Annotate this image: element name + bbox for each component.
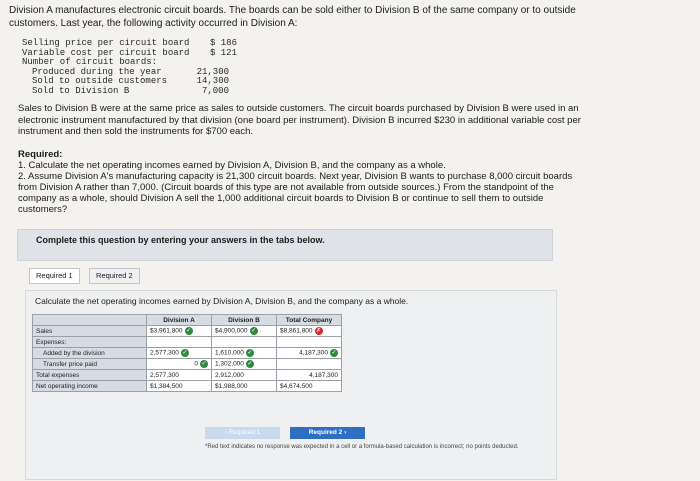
- value-total-exp-b: 2,912,000: [215, 371, 244, 379]
- check-icon: ✓: [247, 361, 253, 367]
- variable-cost-value: $ 121: [209, 47, 237, 58]
- row-label-total-expenses: Total expenses: [33, 370, 147, 381]
- required-item: 2. Assume Division A's manufacturing capacity is 21,300 circuit boards. Next year, Division B wants to purchase 8,000 circuit boards: [18, 171, 573, 182]
- cell-sales-b[interactable]: [212, 326, 277, 337]
- currency-symbol: $: [280, 382, 284, 390]
- selling-price-value: $ 186: [209, 38, 237, 48]
- currency-symbol: $: [150, 327, 154, 335]
- row-label-expenses: Expenses:: [33, 337, 147, 348]
- required-item: customers?: [18, 204, 68, 215]
- value-added-a: 2,577,300: [150, 349, 179, 357]
- cell-total-exp-b: [212, 370, 277, 381]
- cell-transfer-a[interactable]: [147, 359, 212, 370]
- cell-added-a[interactable]: [147, 348, 212, 359]
- table-row: [33, 326, 342, 337]
- check-icon: ✓: [247, 350, 253, 356]
- cell-added-b[interactable]: [212, 348, 277, 359]
- sold-b-value: 7,000: [201, 85, 229, 96]
- chevron-right-icon: ›: [342, 429, 347, 436]
- cell-total-exp-total: [277, 370, 342, 381]
- sales-to-b-paragraph: [18, 103, 688, 138]
- instructions-banner-label: Complete this question by entering your answers in the tabs below.: [36, 235, 325, 245]
- required-title: Required:: [18, 149, 63, 160]
- required-item: company as a whole, should Division A sell the 1,000 additional circuit boards to Division B or continue to sell them to outside: [18, 193, 544, 204]
- cell-added-total[interactable]: [277, 348, 342, 359]
- check-icon: ✓: [201, 361, 207, 367]
- produced-value: 21,300: [196, 66, 229, 77]
- value-added-b: 1,610,000: [215, 349, 244, 357]
- header-total-company: Total Company: [277, 315, 342, 326]
- next-button[interactable]: [290, 427, 365, 439]
- activity-data: [22, 39, 237, 96]
- tab-required-2[interactable]: Required 2: [89, 268, 140, 284]
- sold-outside-value: 14,300: [196, 76, 229, 86]
- value-sales-b: 4,900,000: [218, 327, 248, 335]
- check-icon: ✓: [331, 350, 337, 356]
- required-item: 1. Calculate the net operating incomes earned by Division A, Division B, and the company as a whole.: [18, 160, 446, 171]
- sales-b-line-3: instrument and then sold the instruments for $700 each.: [18, 126, 253, 137]
- cell-transfer-b[interactable]: [212, 359, 277, 370]
- currency-symbol: $: [215, 327, 219, 335]
- value-added-total: 4,187,300: [299, 349, 328, 357]
- chevron-left-icon: ‹: [224, 429, 229, 436]
- sales-b-line-2: electronic instrument manufactured by that division (one board per instrument). Division B incurred $230 in additional variable cost per: [18, 114, 581, 126]
- header-division-b: Division B: [212, 315, 277, 326]
- table-row: [33, 381, 342, 392]
- selling-price-label: Selling price per circuit board: [22, 38, 190, 48]
- sold-b-label: Sold to Division B: [32, 85, 130, 96]
- error-icon: ✗: [316, 328, 322, 334]
- value-noi-a: 1,384,500: [153, 382, 183, 390]
- currency-symbol: $: [280, 327, 284, 335]
- prev-button-label: Required 1: [228, 429, 261, 436]
- row-label-noi: Net operating income: [33, 381, 147, 392]
- value-total-exp-a: 2,577,300: [150, 371, 179, 379]
- required-item: from Division A rather than 7,000. (Circuit boards of this type are not available from outside sources.) From the standpoint of the: [18, 182, 554, 193]
- check-icon: ✓: [182, 350, 188, 356]
- value-sales-a: 3,961,800: [153, 327, 183, 335]
- sales-b-line-1: Sales to Division B were at the same price as sales to outside customers. The circuit boards purchased by Division B were used in an: [18, 103, 579, 114]
- table-row: [33, 348, 342, 359]
- row-label-transfer: Transfer price paid: [33, 359, 147, 370]
- cell-sales-total[interactable]: [277, 326, 342, 337]
- value-sales-total: 8,861,800: [283, 327, 313, 335]
- problem-intro: [9, 4, 689, 30]
- intro-line-2: customers. Last year, the following activity occurred in Division A:: [9, 18, 298, 29]
- row-label-sales: Sales: [33, 326, 147, 337]
- footnote: *Red text indicates no response was expected in a cell or a formula-based calculation is incorrect; no points deducted.: [205, 444, 519, 450]
- sold-outside-label: Sold to outside customers: [32, 76, 168, 86]
- currency-symbol: $: [215, 382, 219, 390]
- cell-noi-total: [277, 381, 342, 392]
- intro-line-1: Division A manufactures electronic circuit boards. The boards can be sold either to Division B of the same company or to outside: [9, 5, 576, 16]
- cell-empty: [277, 337, 342, 348]
- variable-cost-label: Variable cost per circuit board: [22, 47, 190, 58]
- cell-total-exp-a: [147, 370, 212, 381]
- cell-noi-a: [147, 381, 212, 392]
- value-noi-total: 4,674,500: [283, 382, 313, 390]
- table-row: [33, 359, 342, 370]
- table-row: [33, 337, 342, 348]
- cell-sales-a[interactable]: [147, 326, 212, 337]
- row-label-added: Added by the division: [33, 348, 147, 359]
- cell-empty: [212, 337, 277, 348]
- value-noi-b: 1,988,000: [218, 382, 248, 390]
- cell-empty: [277, 359, 342, 370]
- check-icon: ✓: [186, 328, 192, 334]
- panel-instruction: Calculate the net operating incomes earned by Division A, Division B, and the company as a whole.: [35, 296, 409, 306]
- number-label: Number of circuit boards:: [22, 57, 158, 67]
- tab-required-1[interactable]: Required 1: [29, 268, 80, 284]
- instructions-banner: [17, 229, 553, 261]
- header-division-a: Division A: [147, 315, 212, 326]
- currency-symbol: $: [150, 382, 154, 390]
- table-header-row: [33, 315, 342, 326]
- value-transfer-b: 1,302,000: [215, 360, 244, 368]
- check-icon: ✓: [251, 328, 257, 334]
- cell-noi-b: [212, 381, 277, 392]
- noi-table: [32, 314, 342, 392]
- required-list: [18, 160, 658, 215]
- next-button-label: Required 2: [308, 429, 343, 436]
- prev-button[interactable]: [205, 427, 280, 439]
- cell-empty: [147, 337, 212, 348]
- value-total-exp-total: 4,187,300: [309, 371, 338, 379]
- table-corner: [33, 315, 147, 326]
- value-transfer-a: 0: [194, 360, 198, 368]
- table-row: [33, 370, 342, 381]
- produced-label: Produced during the year: [32, 66, 162, 77]
